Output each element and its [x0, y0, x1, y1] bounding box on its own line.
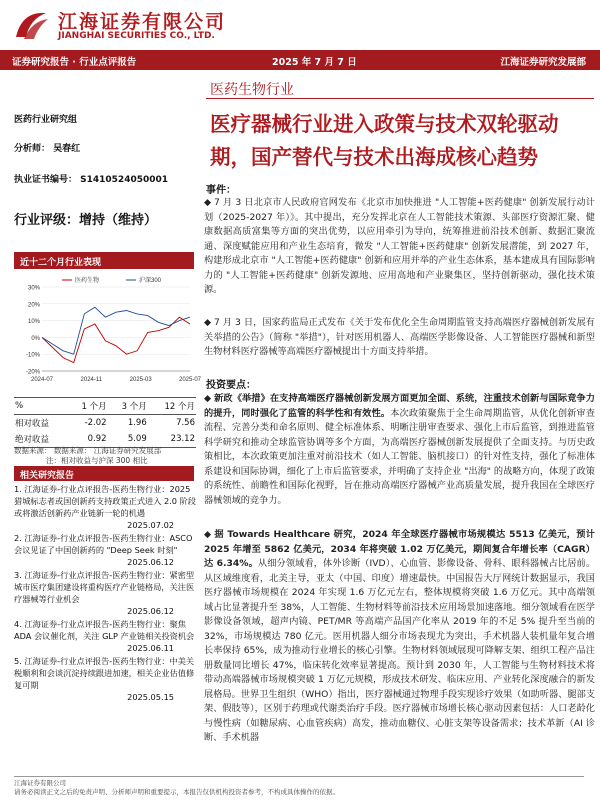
- research-dept: 江海证券研究发展部: [500, 57, 586, 68]
- related-section-title: 相关研究报告: [14, 466, 194, 481]
- x-tick-label: 2025-03: [129, 377, 152, 383]
- footer-company: 江海证券有限公司: [14, 779, 66, 787]
- diamond-bullet-icon: ◆: [204, 317, 212, 328]
- related-report-date: 2025.06.11: [127, 643, 174, 653]
- report-type: 证券研究报告 · 行业点评报告: [12, 57, 137, 68]
- event-text-2: 7 月 3 日，国家药监局正式发布《关于发布优化全生命周期监管支持高端医疗器械创新发展有关举措的公告》（简称 "举措"），针对医用机器人、高端医学影像设备、人工智能医疗器械和新型生物材料医疗器械等高端医疗器械提出十方面支持举措。: [204, 317, 595, 357]
- table-cell: 0.92: [67, 431, 107, 448]
- legend-label: 沪深300: [139, 278, 162, 284]
- diamond-bullet-icon: ◆: [204, 529, 212, 540]
- table-header-cell: %: [14, 398, 67, 415]
- research-group: 医药行业研究组: [14, 115, 78, 125]
- investment-paragraph-2: [204, 528, 595, 774]
- industry-rating: 行业评级：增持（维持）: [14, 213, 158, 228]
- list-item[interactable]: [14, 483, 196, 531]
- company-name-cn: 江海证券有限公司: [58, 11, 227, 33]
- report-date: 2025 年 7 月 7 日: [272, 57, 357, 68]
- investment-point-2-text: 从细分领域看，体外诊断（IVD）、心血管、影像设备、骨科、眼科器械占比居前。从区域维度看，北美主导，亚太（中国、印度）增速最快。中国报告大厅网统计数据显示，我国医疗器械市场规模在 2024 年实现 1.6 万亿元左右，整体规模将突破 1.6 万亿元。其中高端领域占比显著提升至 38%，人工智能、生物材料等前沿技术应用场景加速落地。细分领域看在医学影像设备领域，超声内镜、PET/MR 等高端产品国产化率从 2019 年的不足 5% 提升至当前的 32%，市场规模达 780 亿元。医用机器人细分市场表现尤为突出，手术机器人装机量年复合增长率保持 65%，成为推动行业增长的核心引擎。生物材料领域展现可降解支架、组织工程产品注册数量同比增长 47%，临床转化效率显著提高。预计到 2030 年，人工智能与生物材料技术将带动高端器械市场规模突破 1 万亿元规模，形成技术研发、临床应用、产业转化深度融合的新发展格局。世界卫生组织（WHO）指出，医疗器械通过物理手段实现诊疗效果（如助听器、腿部支架、假肢等），区别于药理或代谢类治疗手段。医疗器械市场增长核心驱动因素包括：人口老龄化与慢性病（如糖尿病、心血管疾病）高发，推动血糖仪、心脏支架等设备需求；技术革新（AI 诊断、手术机器: [204, 558, 596, 743]
- event-text-1: 7 月 3 日北京市人民政府官网发布《北京市加快推进 "人工智能+医药健康" 创新发展行动计划（2025-2027 年）》。其中提出，充分发挥北京在人工智能技术策源、头部医疗资源汇聚、健康数据高质富集等方面的突出优势，以应用牵引为导向，统筹推进前沿技术创新、数据汇聚流通、深度赋能应用和产业生态培育，微发 "人工智能+医药健康" 创新发展潜能，到 2027 年，构建形成北京市 "人工智能+医药健康" 创新和应用并举的产业生态体系，基本建成具有国际影响力的 "人工智能+医药健康" 创新发源地、应用高地和产业聚集区，坚持创新驱动，强化技术策源。: [204, 197, 595, 295]
- event-paragraph-2: [204, 316, 595, 360]
- page-footer: [14, 776, 584, 797]
- x-tick-label: 2024-07: [30, 377, 54, 383]
- related-report-text: 4. 江海证券-行业点评报告-医药生物行业：聚焦 ADA 会议催化剂，关注 GLP 产业链相关投资机会: [14, 619, 195, 641]
- license-number: 执业证书编号： S1410524050001: [14, 175, 169, 185]
- series-line-pharma: [42, 317, 190, 362]
- table-cell: -2.02: [84, 418, 107, 428]
- report-title: 医疗器械行业进入政策与技术双轮驱动期，国产替代与技术出海成核心趋势: [210, 112, 559, 169]
- event-paragraph-1: [204, 196, 595, 298]
- y-tick-label: -20%: [25, 369, 40, 376]
- investment-heading: 投资要点：: [206, 380, 256, 391]
- related-report-date: 2025.06.12: [127, 606, 174, 616]
- table-header-cell: 1 个月: [67, 398, 107, 415]
- list-item[interactable]: [14, 532, 196, 568]
- table-cell: 7.56: [176, 418, 195, 428]
- related-report-date: 2025.07.02: [127, 520, 174, 530]
- report-type-bar: [0, 50, 600, 70]
- y-tick-label: 0%: [31, 335, 40, 342]
- table-cell: 1.96: [127, 418, 147, 428]
- analyst-name: 分析师： 吴春红: [14, 144, 81, 154]
- y-tick-label: 30%: [27, 285, 40, 292]
- row-label: 绝对收益: [14, 431, 67, 448]
- related-reports-list: [14, 483, 196, 704]
- x-tick-label: 2024-11: [80, 377, 103, 383]
- performance-chart: [14, 273, 202, 388]
- x-tick-label: 2025-07: [178, 377, 202, 383]
- related-report-date: 2025.06.12: [127, 557, 174, 567]
- industry-label: 医药生物行业: [210, 82, 294, 98]
- report-header: [0, 0, 600, 48]
- related-report-text: 1. 江海证券-行业点评报告-医药生物行业：2025 猎城标志者或国创新药支持政策正式进入 2.0 阶段或将激活创新药产业链新一轮的机遇: [14, 484, 196, 518]
- table-row: [14, 415, 196, 432]
- y-tick-label: -10%: [25, 352, 40, 359]
- relative-note: 注：相对收益与沪深 300 相比: [46, 456, 148, 465]
- table-cell: 5.09: [108, 431, 148, 448]
- related-report-text: 3. 江海证券-行业点评报告-医药生物行业：紧密型城市医疗集团建设将重构医疗产业链格局，关注医疗器械等行业机会: [14, 570, 195, 604]
- related-report-text: 2. 江海证券-行业点评报告-医药生物行业：ASCO 会议见证了中国创新药的 "Deep Seek 时刻": [14, 533, 193, 555]
- investment-point-1-text: 本次政策聚焦于全生命周期监管，从优化创新审查流程、完善分类和命名原则、健全标准体系、明晰注册审查要求、强化上市后监管，到推进监管科学研究和推动全球监管协调等多个方面，为高端医疗器械创新发展提供了全面支持。与历史政策相比，本次政策更加注重对前沿技术（如人工智能、脑机接口）的针对性支持，强化了标准体系建设和国际协调，细化了上市后监管要求，并明确了支持企业 "出海" 的战略方向，体现了政策的系统性、前瞻性和国际化视野，旨在推动高端医疗器械产业高质量发展，提升我国在全球医疗器械领域的竞争力。: [204, 407, 595, 506]
- events-heading: 事件：: [206, 185, 236, 196]
- list-item[interactable]: [14, 569, 196, 617]
- investment-paragraph-1: [204, 392, 595, 508]
- table-header-row: [14, 398, 196, 415]
- list-item[interactable]: [14, 618, 196, 654]
- footer-disclaimer: 请务必阅读正文之后的免责声明、分析师声明和重要提示，本报告仅供机构投资者参考，不构成具体操作的依据。: [14, 788, 339, 796]
- table-header-cell: 3 个月: [108, 398, 148, 415]
- investment-point-2-bold: 据 Towards Healthcare 研究，2024 年全球医疗器械市场规模达 5513 亿美元，预计 2025 年增至 5862 亿美元，2034 年将突破 1.02 万亿美元，期间复合年增长率（CAGR）达 6.34%。: [204, 529, 595, 569]
- performance-section-title: 近十二个月行业表现: [14, 252, 194, 269]
- y-tick-label: 20%: [27, 302, 40, 309]
- list-item[interactable]: [14, 655, 196, 703]
- performance-table: [14, 397, 196, 448]
- table-cell: 23.12: [148, 431, 196, 448]
- related-report-text: 5. 江海证券-行业点评报告-医药生物行业：中美关税顺利和会谈沉淀持续跟进加速，相关企业估值修复可期: [14, 656, 195, 690]
- row-label: 相对收益: [15, 419, 50, 429]
- y-tick-label: 10%: [27, 319, 40, 326]
- investment-point-1-bold: 新政《举措》在支持高端医疗器械创新发展方面更加全面、系统，注重技术创新与国际竞争力的提升，同时强化了监管的科学性和有效性。: [204, 393, 595, 419]
- legend-label: 医药生物: [75, 278, 100, 284]
- related-report-date: 2025.05.15: [127, 692, 174, 702]
- series-line-csi300: [42, 307, 190, 354]
- company-logo-icon: [12, 7, 50, 43]
- source-note: 数据来源： 数据来源： 江海证券研究发展部: [14, 446, 162, 455]
- diamond-bullet-icon: ◆: [204, 197, 212, 208]
- divider: [206, 98, 594, 99]
- table-header-cell: 12 个月: [148, 398, 196, 415]
- performance-chart-svg: [14, 273, 202, 388]
- diamond-bullet-icon: ◆: [204, 393, 212, 404]
- company-name-en: JIANGHAI SECURITIES CO., LTD.: [58, 31, 215, 41]
